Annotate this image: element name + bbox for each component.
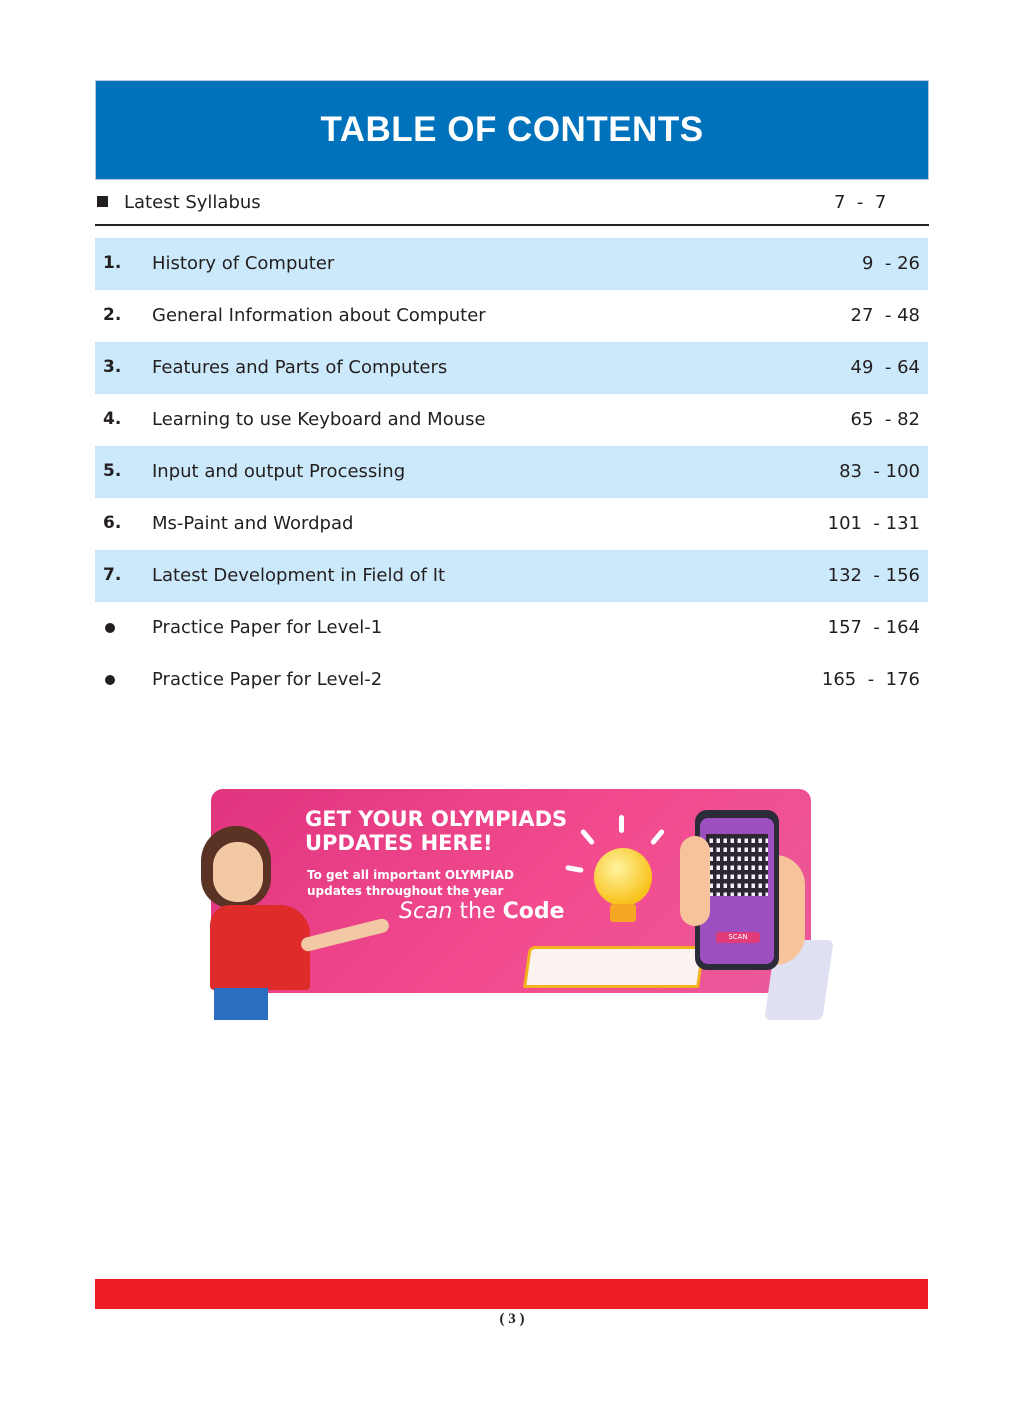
chapter-pages: 101 - 131 (827, 513, 920, 534)
light-ray-icon (619, 815, 624, 833)
cta-the-word: the (459, 899, 496, 924)
chapter-title: Ms-Paint and Wordpad (152, 513, 354, 534)
square-bullet-icon (97, 196, 108, 207)
practice-pages: 165 - 176 (821, 669, 920, 690)
cta-code-word: Code (502, 899, 565, 924)
toc-entry-chapter-5[interactable] (95, 446, 928, 498)
chapter-number: 4. (103, 409, 122, 429)
banner-subtext: To get all important OLYMPIAD updates throughout the year (307, 868, 514, 898)
practice-title: Practice Paper for Level-1 (152, 617, 383, 638)
footer-bar (95, 1279, 928, 1309)
chapter-title: Features and Parts of Computers (152, 357, 448, 378)
chapter-number: 6. (103, 513, 122, 533)
round-bullet-icon (105, 675, 115, 685)
toc-entry-label: Latest Syllabus (124, 192, 261, 213)
toc-entry-chapter-7[interactable] (95, 550, 928, 602)
practice-pages: 157 - 164 (827, 617, 920, 638)
toc-title-bar (95, 80, 929, 180)
chapter-number: 5. (103, 461, 122, 481)
qr-code-icon[interactable] (706, 834, 768, 896)
toc-entry-pages: 7 - 7 (834, 192, 887, 213)
thumb-illustration (680, 836, 710, 926)
chapter-title: General Information about Computer (152, 305, 486, 326)
page-title: TABLE OF CONTENTS (320, 110, 704, 149)
lightbulb-icon (594, 848, 652, 906)
page-number: ( 3 ) (499, 1311, 525, 1327)
toc-entry-chapter-4[interactable] (95, 394, 928, 446)
toc-entry-chapter-6[interactable] (95, 498, 928, 550)
round-bullet-icon (105, 623, 115, 633)
cta-scan-word: Scan (399, 899, 453, 924)
chapter-number: 7. (103, 565, 122, 585)
girl-illustration-shirt (210, 905, 310, 990)
toc-list (95, 238, 928, 706)
toc-entry-chapter-3[interactable] (95, 342, 928, 394)
banner-cta (399, 899, 565, 924)
chapter-number: 2. (103, 305, 122, 325)
chapter-pages: 27 - 48 (850, 305, 920, 326)
open-book-icon (523, 946, 705, 988)
chapter-pages: 9 - 26 (861, 253, 920, 274)
chapter-number: 1. (103, 253, 122, 273)
chapter-title: Learning to use Keyboard and Mouse (152, 409, 486, 430)
girl-illustration-face (213, 842, 263, 902)
chapter-title: Input and output Processing (152, 461, 406, 482)
toc-entry-chapter-2[interactable] (95, 290, 928, 342)
toc-entry-practice-1[interactable] (95, 602, 928, 654)
chapter-title: Latest Development in Field of It (152, 565, 446, 586)
toc-entry-practice-2[interactable] (95, 654, 928, 706)
lightbulb-base-icon (610, 904, 636, 922)
banner-heading: GET YOUR OLYMPIADS UPDATES HERE! (305, 807, 568, 855)
chapter-pages: 83 - 100 (839, 461, 920, 482)
chapter-number: 3. (103, 357, 122, 377)
girl-illustration-jeans (214, 988, 268, 1020)
chapter-pages: 132 - 156 (827, 565, 920, 586)
chapter-pages: 65 - 82 (850, 409, 920, 430)
chapter-pages: 49 - 64 (850, 357, 920, 378)
scan-button[interactable]: SCAN (716, 932, 760, 943)
toc-entry-chapter-1[interactable] (95, 238, 928, 290)
toc-entry-syllabus[interactable] (95, 182, 929, 226)
chapter-title: History of Computer (152, 253, 335, 274)
practice-title: Practice Paper for Level-2 (152, 669, 383, 690)
